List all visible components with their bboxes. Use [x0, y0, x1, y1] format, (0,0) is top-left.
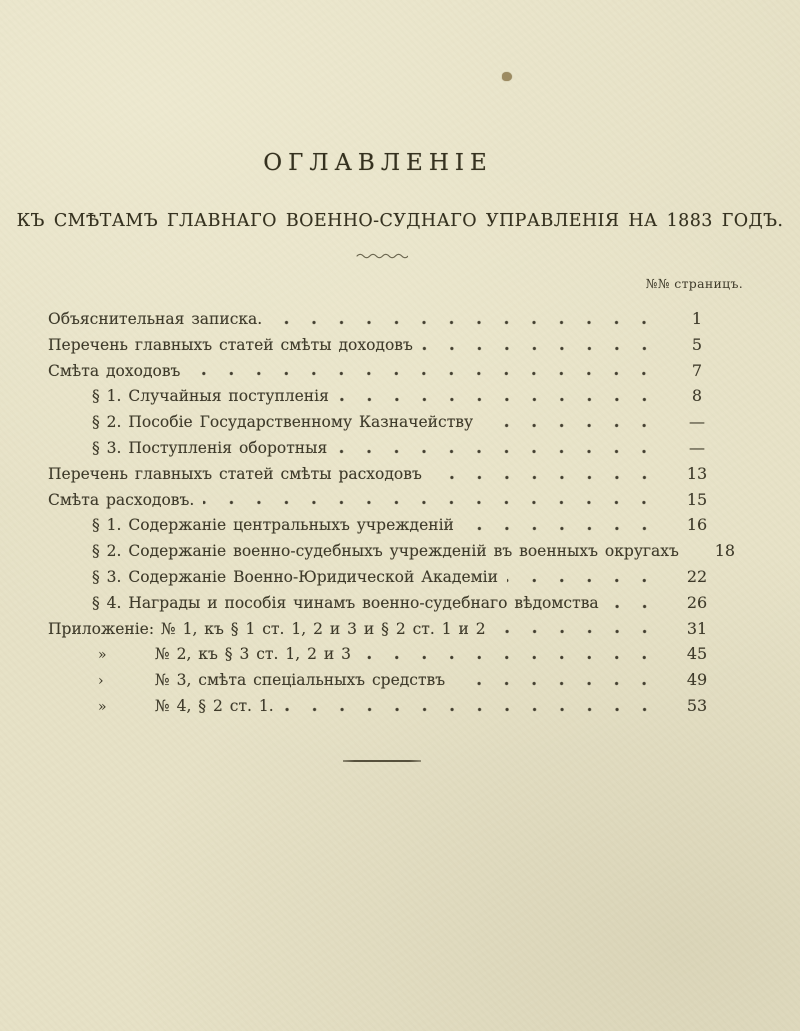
ditto-mark: » [98, 647, 107, 664]
toc-entry [48, 512, 724, 538]
toc-entry-label: Смѣта доходовъ [48, 361, 181, 380]
ditto-mark: › [98, 673, 104, 690]
toc-entry [48, 667, 724, 693]
toc-entry-label: Приложеніе: № 1, къ § 1 ст. 1, 2 и 3 и § 2 ст. 1 и 2 [48, 619, 486, 638]
dot-leader [422, 332, 660, 358]
dot-leader [608, 590, 660, 616]
dot-leader [338, 383, 660, 409]
toc-entry [48, 616, 724, 642]
toc-entry [48, 564, 724, 590]
page-number: 8 [691, 386, 703, 406]
page-title: ОГЛАВЛЕНІЕ [263, 150, 493, 176]
toc-entry [48, 435, 724, 461]
dot-leader [189, 358, 660, 384]
toc-entry-label: Смѣта расходовъ. [48, 490, 195, 509]
dot-leader [495, 616, 660, 642]
toc-entry-label: § 1. Содержаніе центральныхъ учрежденій [92, 516, 454, 535]
pages-column-header: №№ страницъ. [645, 276, 743, 291]
toc-entry [48, 332, 724, 358]
dot-leader [203, 487, 660, 513]
toc-list [48, 306, 736, 719]
toc-entry [48, 358, 724, 384]
ditto-mark: » [98, 698, 107, 715]
toc-entry-label: № 3, смѣта спеціальныхъ средствъ [155, 671, 446, 690]
page-number: 26 [686, 592, 708, 612]
toc-entry [48, 461, 724, 487]
dot-leader [463, 512, 660, 538]
page-number: 15 [686, 489, 708, 509]
dot-leader [454, 667, 660, 693]
page-number: 49 [686, 670, 708, 690]
page-number: 45 [686, 644, 708, 664]
page-number: 31 [686, 618, 708, 638]
paper-speck [502, 72, 512, 81]
page-number: 13 [686, 463, 708, 483]
dot-leader [431, 461, 660, 487]
dot-leader [271, 306, 660, 332]
page-number: 22 [686, 566, 708, 586]
toc-entry-label: § 3. Поступленія оборотныя [92, 438, 328, 457]
toc-entry-label: Объяснительная записка. [48, 310, 263, 328]
page-number: 1 [691, 309, 703, 328]
dot-leader [283, 693, 660, 719]
toc-entry [48, 693, 724, 719]
toc-entry-label: Перечень главныхъ статей смѣты расходовъ [48, 464, 422, 483]
toc-entry-label: № 4, § 2 ст. 1. [155, 696, 274, 715]
page-number: — [689, 412, 705, 432]
toc-entry-label: § 1. Случайныя поступленія [92, 387, 329, 406]
toc-entry [48, 383, 724, 409]
toc-entry [48, 409, 724, 435]
dot-leader [360, 641, 660, 667]
toc-entry-label: § 2. Содержаніе военно-судебныхъ учрежденій въ военныхъ округахъ [92, 542, 679, 561]
toc-entry [48, 306, 724, 332]
toc-entry-label: § 2. Пособіе Государственному Казначейству [92, 413, 474, 432]
toc-entry-label: Перечень главныхъ статей смѣты доходовъ [48, 335, 413, 354]
dot-leader [507, 564, 660, 590]
toc-entry [48, 538, 736, 564]
toc-entry [48, 641, 724, 667]
dot-leader [482, 409, 660, 435]
page-number: 7 [691, 360, 703, 380]
page-number: 5 [691, 334, 703, 354]
page-number: — [689, 437, 705, 457]
page-number: 53 [686, 695, 708, 715]
toc-entry-label: § 3. Содержаніе Военно-Юридической Академіи [92, 567, 498, 586]
toc-entry-label: № 2, къ § 3 ст. 1, 2 и 3 [155, 645, 351, 664]
toc-entry-label: § 4. Награды и пособія чинамъ военно-судебнаго вѣдомства [92, 593, 599, 612]
squiggle-ornament [356, 251, 408, 261]
page-subtitle: КЪ СМѢТАМЪ ГЛАВНАГО ВОЕННО-СУДНАГО УПРАВЛЕНІЯ НА 1883 ГОДЪ. [16, 211, 784, 231]
toc-entry [48, 487, 724, 513]
divider-rule [343, 760, 421, 762]
dot-leader [336, 435, 660, 461]
page-number: 18 [714, 541, 736, 561]
page-number: 16 [686, 515, 708, 535]
toc-entry [48, 590, 724, 616]
